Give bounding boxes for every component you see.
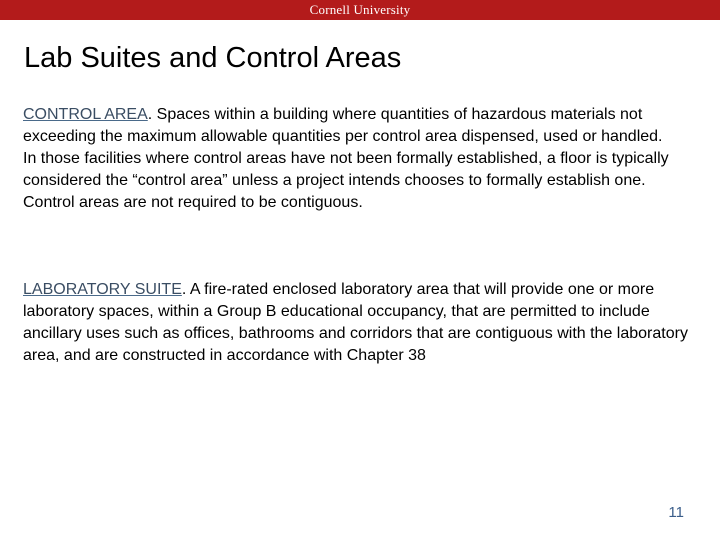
- control-area-note-contiguous: Control areas are not required to be contiguous.: [23, 194, 363, 211]
- brand-logo-text: Cornell University: [309, 2, 411, 17]
- control-area-section: [23, 104, 708, 214]
- laboratory-suite-definition-text: . A fire-rated enclosed laboratory area that will provide one or more laboratory spaces, within a Group B educational occupancy, that are permitted to include ancillary uses such as offices, bathrooms and corridors that are contiguous with the laboratory area, and are constructed in accordance with Chapter 38: [23, 281, 688, 364]
- laboratory-suite-definition: [23, 279, 708, 367]
- slide-title: Lab Suites and Control Areas: [24, 42, 402, 74]
- control-area-definition-text: . Spaces within a building where quantities of hazardous materials not exceeding the maximum allowable quantities per control area dispensed, used or handled.: [23, 106, 663, 145]
- page-number: 11: [668, 504, 684, 521]
- header-bar: [0, 0, 720, 20]
- control-area-term: CONTROL AREA: [23, 106, 148, 123]
- laboratory-suite-term: LABORATORY SUITE: [23, 281, 182, 298]
- laboratory-suite-section: [23, 279, 708, 367]
- control-area-note-floor: In those facilities where control areas have not been formally established, a floor is typically considered the “control area” unless a project intends chooses to formally establish one.: [23, 150, 669, 189]
- control-area-definition: [23, 104, 708, 148]
